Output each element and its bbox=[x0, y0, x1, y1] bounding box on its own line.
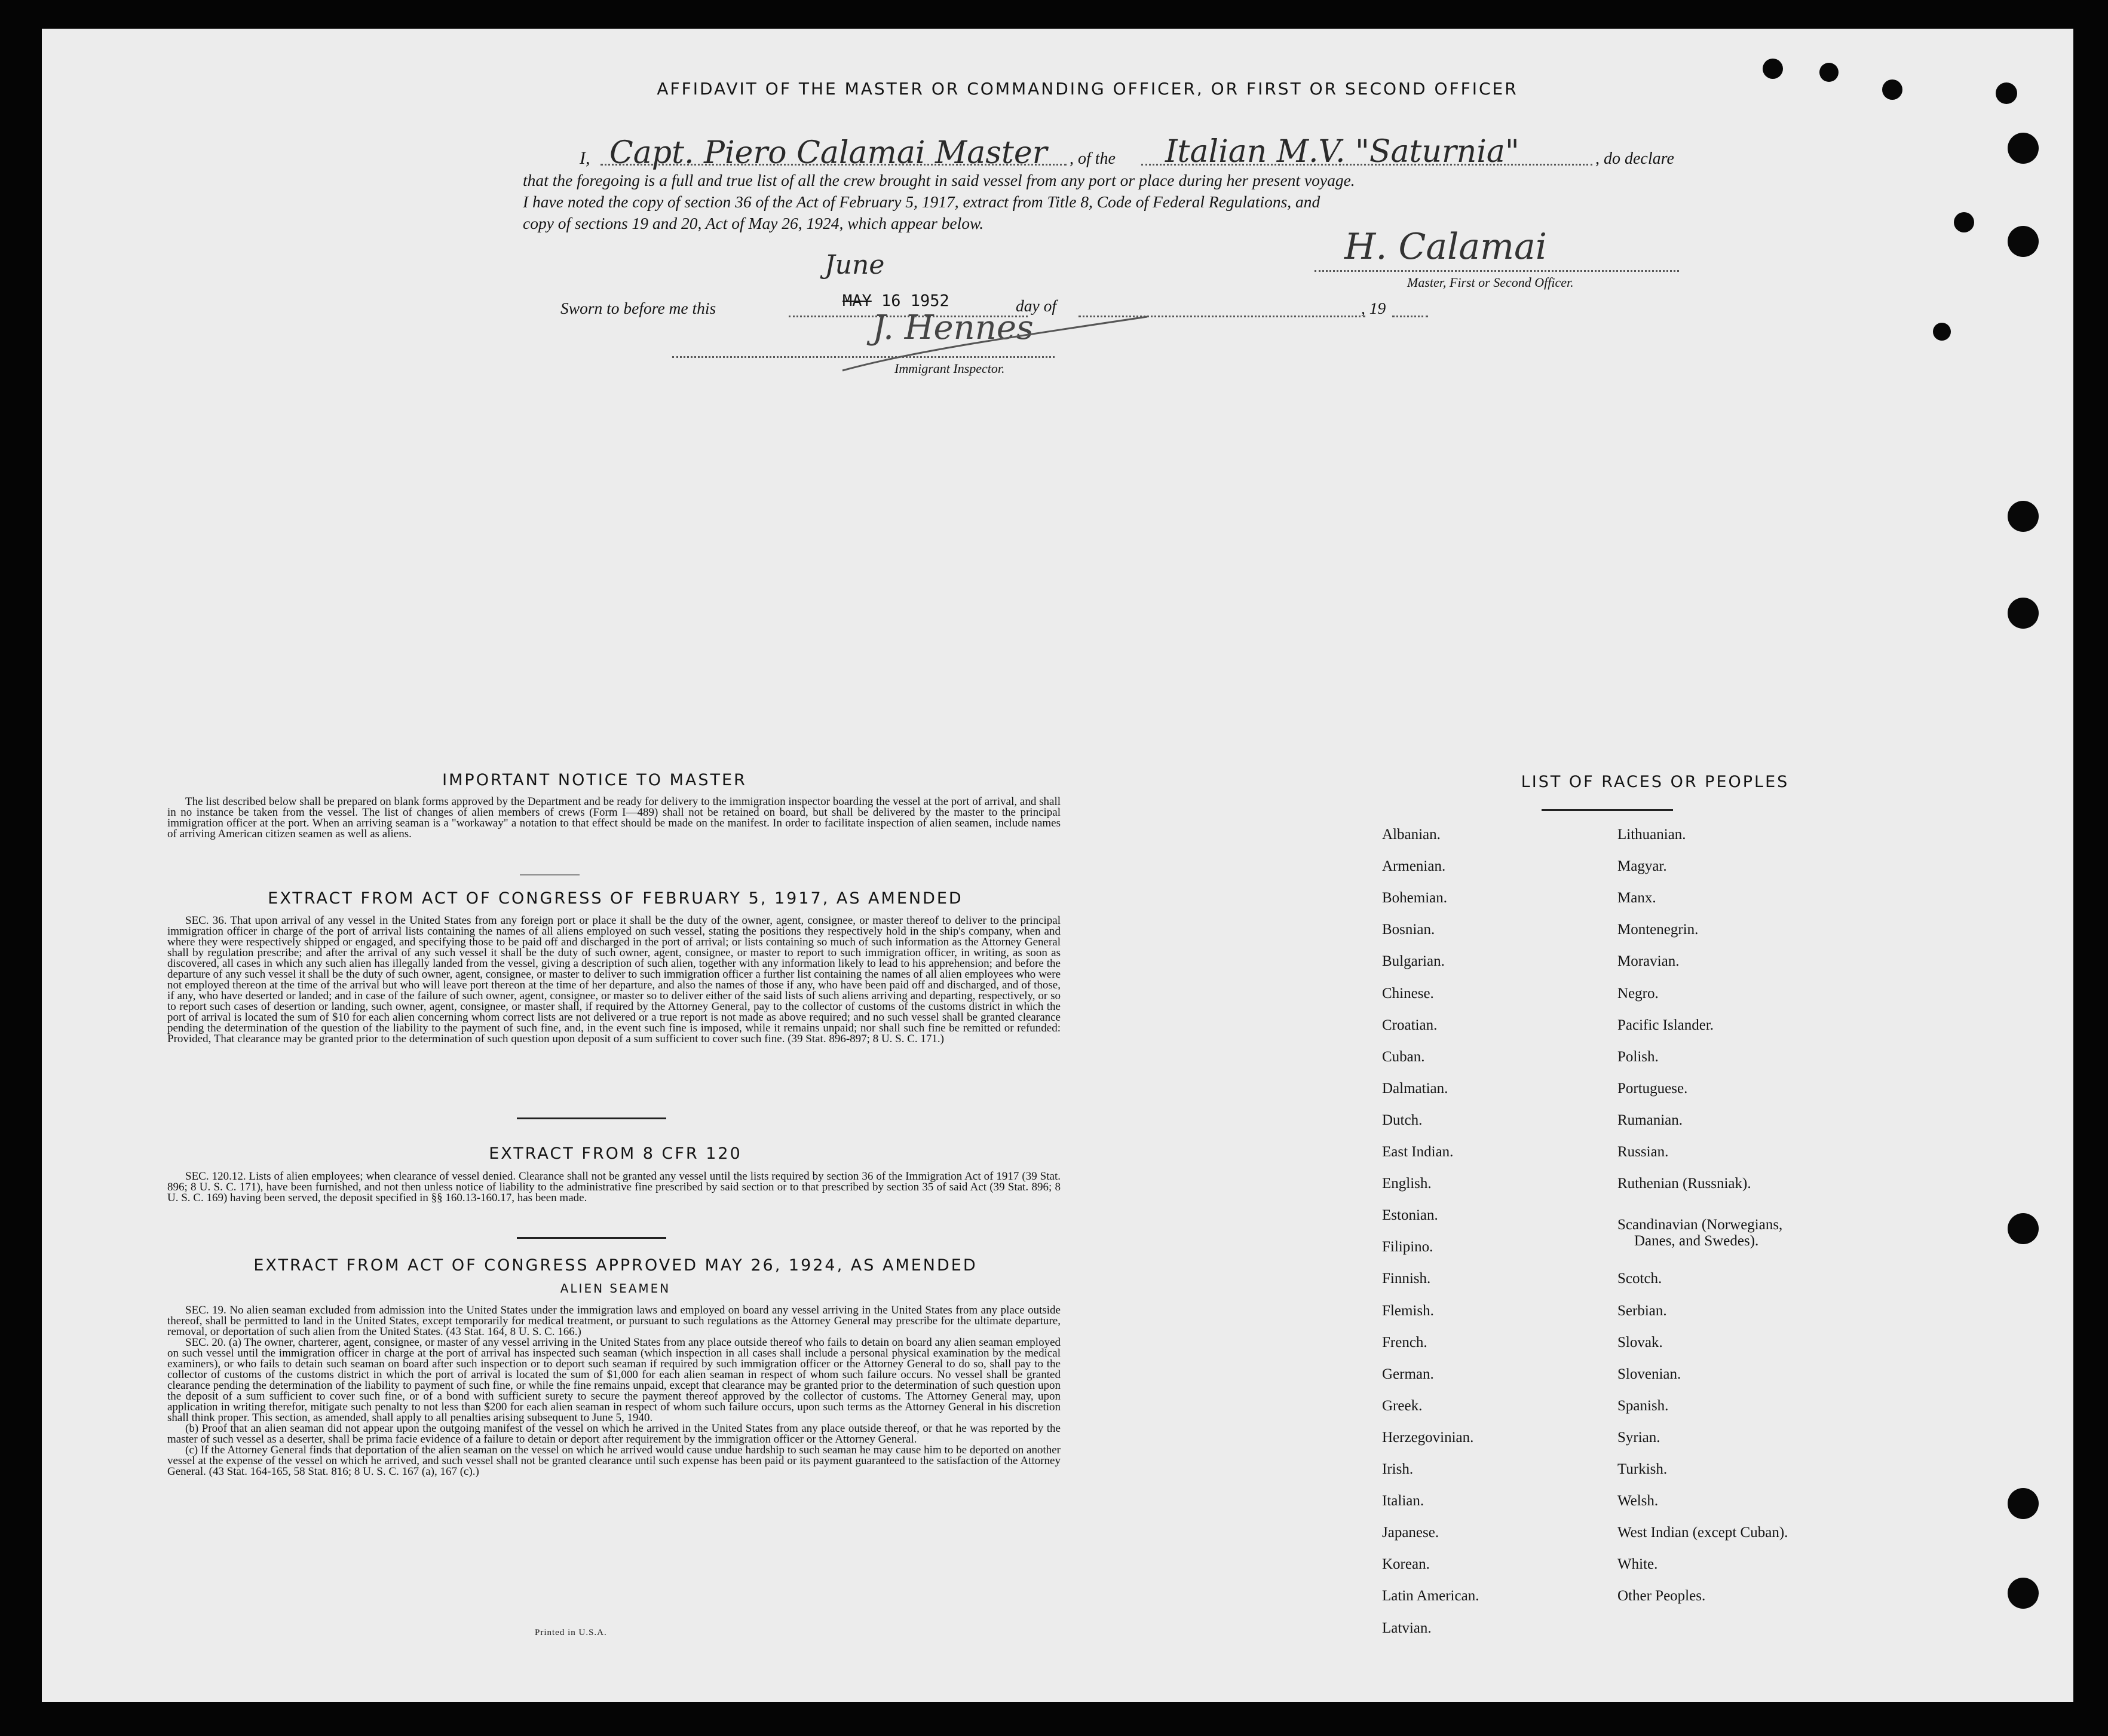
race-item: Scotch. bbox=[1617, 1270, 1662, 1287]
punch-hole bbox=[1882, 79, 1902, 100]
vessel-name-handwritten: Italian M.V. "Saturnia" bbox=[1165, 134, 1519, 170]
year-prefix: , 19 bbox=[1361, 299, 1386, 317]
race-item: Japanese. bbox=[1382, 1524, 1439, 1541]
punch-hole bbox=[1996, 82, 2017, 104]
inspector-caption: Immigrant Inspector. bbox=[894, 361, 1005, 376]
race-item: Welsh. bbox=[1617, 1493, 1659, 1509]
document-page bbox=[42, 29, 2073, 1702]
extract-1917-title: EXTRACT FROM ACT OF CONGRESS OF FEBRUARY 5, 1917, AS AMENDED bbox=[268, 889, 963, 908]
affidavit-line-4: copy of sections 19 and 20, Act of May 26, 1924, which appear below. bbox=[523, 214, 984, 232]
race-item: Lithuanian. bbox=[1617, 826, 1686, 843]
race-item: East Indian. bbox=[1382, 1144, 1454, 1160]
do-declare-text: , do declare bbox=[1595, 149, 1674, 168]
race-item: White. bbox=[1617, 1556, 1658, 1572]
race-item: Manx. bbox=[1617, 890, 1656, 906]
race-item: Slovenian. bbox=[1617, 1366, 1681, 1382]
race-item: German. bbox=[1382, 1366, 1434, 1382]
of-the-text: , of the bbox=[1070, 149, 1116, 168]
race-item: Rumanian. bbox=[1617, 1112, 1683, 1128]
race-item: West Indian (except Cuban). bbox=[1617, 1524, 1788, 1541]
race-item: Bosnian. bbox=[1382, 921, 1435, 938]
race-item: Syrian. bbox=[1617, 1429, 1660, 1446]
section-20b: (b) Proof that an alien seaman did not appear upon the outgoing manifest of the vessel on which he arrived in the United States from any place outside thereof, or that he was reported by the master of such vessel as a deserter, shall be prima facie evidence of a failure to detain or deport after requirement by the immigration officer or the Attorney General. bbox=[167, 1422, 1061, 1446]
date-stamp-month: MAY bbox=[842, 292, 872, 310]
master-signature-line bbox=[1315, 270, 1679, 272]
punch-hole bbox=[2008, 133, 2039, 164]
extract-cfr-body: SEC. 120.12. Lists of alien employees; when clearance of vessel denied. Clearance shall not be granted any vessel until the lists required by section 36 of the Immigration Act of 1917 (39 Stat. 896; 8 U. S. C. 171), have been furnished, and not then unless notice of liability to the administrative fine prescribed by said section or to that prescribed by section 35 of said Act (39 Stat. 896; 8 U. S. C. 169) having been served, the deposit specified in §§ 160.13-160.17, has been made. bbox=[167, 1170, 1061, 1204]
race-item: Slovak. bbox=[1617, 1334, 1663, 1351]
race-item: Ruthenian (Russniak). bbox=[1617, 1175, 1751, 1192]
inspector-signature-line bbox=[672, 356, 1055, 358]
affidavit-i: I, bbox=[580, 148, 590, 168]
punch-hole bbox=[1954, 212, 1974, 232]
punch-hole bbox=[2008, 226, 2039, 257]
race-item: Croatian. bbox=[1382, 1017, 1438, 1033]
extract-1917-body: SEC. 36. That upon arrival of any vessel in the United States from any foreign port or place it shall be the duty of the owner, agent, consignee, or master thereof to deliver to the principal immigration officer in charge of the port of arrival lists containing the names of all aliens employed on such vessel, stating the positions they respectively hold in the ship's company, when and where they were respectively shipped or engaged, and specifying those to be paid off and discharged in the port of arrival; or lists containing so much of such information as the Attorney General shall by regulation prescribe; and after the arrival of any such vessel it shall be the duty of such owner, agent, consignee, or master to report to such immigration officer, in writing, as soon as discovered, all cases in which any such alien has illegally landed from the vessel, giving a description of such alien, together with any information likely to lead to his apprehension; and before the departure of any such vessel it shall be the duty of such owner, agent, consignee, or master to deliver to such immigration officer a further list containing the names of all alien employees who were not employed thereon at the time of the arrival but who will leave port thereon at the time of her departure, and also the names of those if any, who have been paid off and discharged, and of those, if any, who have deserted or landed; and in case of the failure of such owner, agent, consignee, or master so to deliver either of the said lists of such aliens arriving and departing, respectively, or so to report such cases of desertion or landing, such owner, agent, consignee, or master shall, if required by the Attorney General, pay to the collector of customs of the customs district in which the port of arrival is located the sum of $10 for each alien concerning whom correct lists are not delivered or a true report is not made as above required; and no such vessel shall be granted clearance pending the determination of the question of the liability to the payment of such fine, and, in the event such fine is imposed, while it remains unpaid; nor shall such fine be remitted or refunded: Provided, That clearance may be granted prior to the determination of such question upon deposit of a sum sufficient to cover such fine. (39 Stat. 896-897; 8 U. S. C. 171.) bbox=[167, 914, 1061, 1045]
race-item: Irish. bbox=[1382, 1461, 1414, 1477]
race-item: Herzegovinian. bbox=[1382, 1429, 1474, 1446]
race-item: Pacific Islander. bbox=[1617, 1017, 1714, 1033]
handwritten-month: June bbox=[825, 250, 885, 280]
race-item: French. bbox=[1382, 1334, 1427, 1351]
race-item: Korean. bbox=[1382, 1556, 1430, 1572]
extract-cfr-title: EXTRACT FROM 8 CFR 120 bbox=[489, 1144, 742, 1163]
affidavit-line-3: I have noted the copy of section 36 of the Act of February 5, 1917, extract from Title 8, Code of Federal Regulations, and bbox=[523, 192, 1320, 211]
section-19: SEC. 19. No alien seaman excluded from admission into the United States under the immigration laws and employed on board any vessel arriving in the United States from any place outside thereof, shall be permitted to land in the United States, except temporarily for medical treatment, or pursuant to such regulations as the Attorney General may prescribe for the ultimate departure, removal, or deportation of such alien from the United States. (43 Stat. 164, 8 U. S. C. 166.) bbox=[167, 1304, 1061, 1338]
divider-1 bbox=[517, 1117, 666, 1119]
section-20c: (c) If the Attorney General finds that deportation of the alien seaman on the vessel on which he arrived would cause undue hardship to such seaman he may cause him to be deported on another vessel at the expense of the vessel on which he arrived, and such vessel shall not be granted clearance until such expense has been paid or its payment guaranteed to the satisfaction of the Attorney General. (43 Stat. 164-165, 58 Stat. 816; 8 U. S. C. 167 (a), 167 (c).) bbox=[167, 1444, 1061, 1478]
race-item: Scandinavian (Norwegians, bbox=[1617, 1217, 1783, 1233]
printed-in-usa: Printed in U.S.A. bbox=[535, 1628, 607, 1637]
race-item: Bohemian. bbox=[1382, 890, 1448, 906]
affidavit-line-2: that the foregoing is a full and true list of all the crew brought in said vessel from any port or place during her present voyage. bbox=[523, 171, 1355, 189]
year-line bbox=[1392, 316, 1428, 317]
divider-2 bbox=[517, 1237, 666, 1239]
race-item: Spanish. bbox=[1617, 1398, 1669, 1414]
races-title: LIST OF RACES OR PEOPLES bbox=[1521, 773, 1790, 791]
race-item: Other Peoples. bbox=[1617, 1588, 1706, 1604]
master-name-handwritten: Capt. Piero Calamai Master bbox=[609, 135, 1047, 171]
race-item: Flemish. bbox=[1382, 1303, 1434, 1319]
affidavit-title: AFFIDAVIT OF THE MASTER OR COMMANDING OFFICER, OR FIRST OR SECOND OFFICER bbox=[657, 79, 1518, 99]
race-item: Dalmatian. bbox=[1382, 1080, 1448, 1097]
race-item: Armenian. bbox=[1382, 858, 1446, 874]
race-item: Russian. bbox=[1617, 1144, 1669, 1160]
punch-hole bbox=[2008, 598, 2039, 629]
punch-hole bbox=[1933, 323, 1951, 341]
section-20a: SEC. 20. (a) The owner, charterer, agent, consignee, or master of any vessel arriving in the United States from any place outside thereof who fails to detain on board any alien seaman employed on such vessel until the immigration officer in charge at the port of arrival has inspected such seaman (which inspection in all cases shall include a personal physical examination by the medical examiners), or who fails to detain such seaman on board after such inspection or to deport such seaman if required by such immigration officer or the Attorney General to do so, shall pay to the collector of customs of the customs district in which the port of arrival is located the sum of $1,000 for each alien seaman in respect of whom such failure occurs. No vessel shall be granted clearance pending the determination of the liability to payment of such fine, or while the fine remains unpaid, except that clearance may be granted prior to the determination of such question upon the deposit of a sum sufficient to cover such fine, or of a bond with sufficient surety to secure the payment thereof approved by the collector of customs. The Attorney General may, upon application in writing therefor, mitigate such penalty to not less than $200 for each alien seaman in respect of whom such failure occurs, upon such terms as the Attorney General in his discretion shall think proper. This section, as amended, shall apply to all penalties arising subsequent to June 5, 1940. bbox=[167, 1336, 1061, 1424]
race-item: Italian. bbox=[1382, 1493, 1424, 1509]
race-item: Latvian. bbox=[1382, 1620, 1432, 1636]
race-item: Portuguese. bbox=[1617, 1080, 1688, 1097]
punch-hole bbox=[2008, 1488, 2039, 1519]
master-caption: Master, First or Second Officer. bbox=[1407, 275, 1574, 290]
race-item: Negro. bbox=[1617, 985, 1659, 1002]
race-item: Turkish. bbox=[1617, 1461, 1668, 1477]
race-item: Greek. bbox=[1382, 1398, 1423, 1414]
punch-hole bbox=[1763, 59, 1783, 79]
inspector-signature: J. Hennes bbox=[872, 308, 1034, 347]
punch-hole bbox=[2008, 1213, 2039, 1244]
extract-1924-subtitle: ALIEN SEAMEN bbox=[560, 1281, 671, 1296]
race-item: Magyar. bbox=[1617, 858, 1667, 874]
races-title-underline bbox=[1542, 809, 1673, 811]
race-item: Bulgarian. bbox=[1382, 953, 1445, 969]
race-item: Moravian. bbox=[1617, 953, 1680, 969]
race-item: Polish. bbox=[1617, 1049, 1659, 1065]
race-item: Albanian. bbox=[1382, 826, 1441, 843]
race-item: Latin American. bbox=[1382, 1588, 1479, 1604]
race-item: Danes, and Swedes). bbox=[1634, 1233, 1759, 1249]
day-of-text: day of bbox=[1016, 296, 1056, 315]
race-item: Serbian. bbox=[1617, 1303, 1667, 1319]
extract-1924-title: EXTRACT FROM ACT OF CONGRESS APPROVED MAY 26, 1924, AS AMENDED bbox=[253, 1256, 978, 1275]
race-item: Cuban. bbox=[1382, 1049, 1425, 1065]
punch-hole bbox=[2008, 1578, 2039, 1609]
notice-body: The list described below shall be prepared on blank forms approved by the Department and be ready for delivery to the immigration inspector boarding the vessel at the port of arrival, and shall in no instance be taken from the vessel. The list of changes of alien members of crews (Form I—489) shall not be retained on board, but shall be delivered by the master to the principal immigration officer at the port. When an arriving seaman is a "workaway" a notation to that effect should be made on the manifest. In order to facilitate inspection of alien seamen, include names of arriving American citizen seamen as well as aliens. bbox=[167, 795, 1061, 840]
race-item: Estonian. bbox=[1382, 1207, 1438, 1223]
race-item: English. bbox=[1382, 1175, 1432, 1192]
race-item: Filipino. bbox=[1382, 1239, 1433, 1255]
extract-1924-body bbox=[167, 1305, 1061, 1477]
punch-hole bbox=[2008, 501, 2039, 532]
punch-hole bbox=[1819, 63, 1839, 82]
notice-title: IMPORTANT NOTICE TO MASTER bbox=[442, 771, 747, 789]
notice-divider bbox=[520, 874, 580, 875]
race-item: Chinese. bbox=[1382, 985, 1434, 1002]
master-signature: H. Calamai bbox=[1344, 226, 1547, 268]
race-item: Finnish. bbox=[1382, 1270, 1431, 1287]
race-item: Dutch. bbox=[1382, 1112, 1423, 1128]
sworn-text: Sworn to before me this bbox=[560, 299, 716, 317]
race-item: Montenegrin. bbox=[1617, 921, 1699, 938]
date-stamp: 16 1952 bbox=[881, 292, 949, 310]
